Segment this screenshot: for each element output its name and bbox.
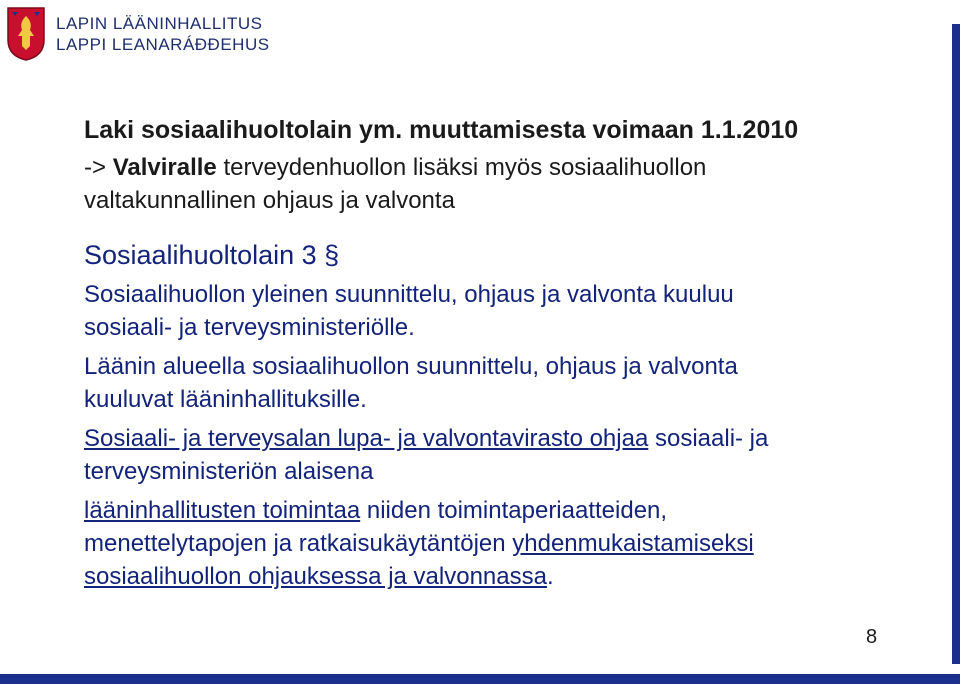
para4-line1-rest: niiden toimintaperiaatteiden, [366,497,668,524]
right-edge-bar [952,24,960,664]
valvira-bold: Valviralle [112,154,217,181]
slide-body [84,114,944,593]
bottom-edge-bar [0,674,960,684]
para4-line2 [84,527,944,560]
arrow-text: -> [84,154,107,181]
coat-of-arms-icon [6,6,46,62]
para4-line1 [84,494,944,527]
para4-underlined-1: lääninhallitusten toimintaa [84,497,361,524]
valvira-underlined: Sosiaali- ja terveysalan lupa- ja valvontavirasto ohjaa [84,425,649,452]
valvira-rest: terveydenhuollon lisäksi myös sosiaalihuollon [223,154,707,181]
body-line-national: valtakunnallinen ohjaus ja valvonta [84,187,455,214]
para4-period: . [546,563,554,590]
slide-header [0,0,960,72]
para1-line1: Sosiaalihuollon yleinen suunnittelu, ohjaus ja valvonta kuuluu [84,281,734,308]
para2-line1: Läänin alueella sosiaalihuollon suunnittelu, ohjaus ja valvonta [84,353,738,380]
org-name-finnish: LAPIN LÄÄNINHALLITUS [56,14,263,33]
slide-title: Laki sosiaalihuoltolain ym. muuttamisesta voimaan 1.1.2010 [84,116,799,144]
body-line-valvira [84,151,944,184]
para2-line2: kuuluvat lääninhallituksille. [84,386,367,413]
para4-underlined-3: sosiaalihuollon ohjauksessa ja valvonnassa [84,563,547,590]
para4-line2-plain: menettelytapojen ja ratkaisukäytäntöjen [84,530,506,557]
para3-line1 [84,422,944,455]
para1-line2: sosiaali- ja terveysministeriölle. [84,314,415,341]
section-heading: Sosiaalihuoltolain 3 § [84,240,340,270]
org-name-sami: LAPPI LEANARÁĐĐEHUS [56,35,270,54]
para3-line2: terveysministeriön alaisena [84,458,374,485]
page-number: 8 [866,626,878,648]
para4-underlined-2: yhdenmukaistamiseksi [512,530,754,557]
para4-line3 [84,560,944,593]
para3-line1-rest: sosiaali- ja [654,425,769,452]
